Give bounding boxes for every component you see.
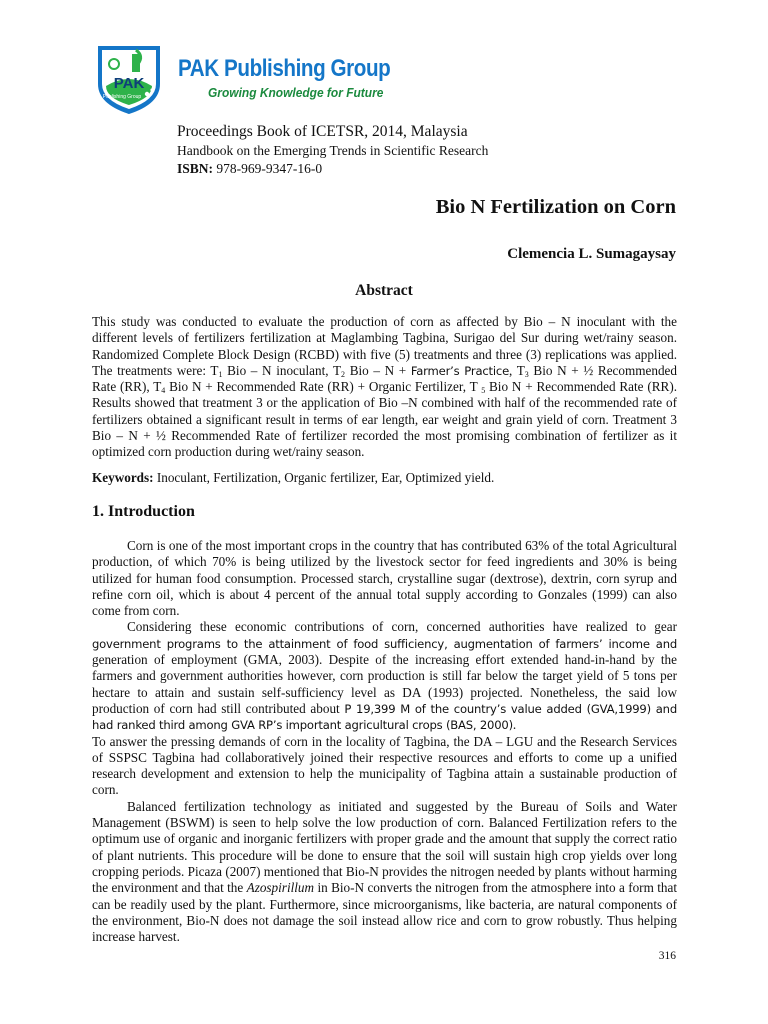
proceedings-title: Proceedings Book of ICETSR, 2014, Malaysia	[177, 123, 468, 140]
subscript: 4	[161, 386, 166, 396]
abstract-part: Bio – N +	[345, 362, 411, 378]
keywords-list: Inoculant, Fertilization, Organic fertilizer, Ear, Optimized yield.	[153, 470, 495, 485]
brand-tagline: Growing Knowledge for Future	[208, 85, 384, 100]
handbook-title: Handbook on the Emerging Trends in Scientific Research	[177, 143, 489, 158]
paragraph-part: P 19,399 M of the country’s value added (GVA,1999) and had ranked third among GVA RP’s important agricultural crops (BAS, 2000)	[92, 701, 677, 733]
subscript: 3	[524, 369, 529, 379]
isbn-label: ISBN:	[177, 161, 214, 176]
paragraph-part: Considering these economic contributions of corn, concerned authorities have realized to gear	[127, 619, 677, 635]
subscript: 1	[218, 369, 223, 379]
abstract-part: Bio N + Recommended Rate (RR) + Organic Fertilizer, T	[165, 379, 482, 395]
paper-title: Bio N Fertilization on Corn	[435, 196, 676, 218]
logo-sub-text: Publishing Group	[102, 94, 142, 100]
keywords-label: Keywords:	[92, 470, 154, 485]
paragraph-part: .	[512, 717, 517, 733]
subscript: 2	[341, 369, 346, 379]
paragraph: To answer the pressing demands of corn in the locality of Tagbina, the DA – LGU and the Research Services of SSPSC Tagbina had collaboratively joined their respective resources and efforts to come up a unified research development and extension to help the municipality of Tagbina attain a sustainable production of corn.	[92, 733, 677, 798]
paragraph-part: in Bio-N converts the nitrogen from the atmosphere into a form that can be readily used by the plant. Furthermore, since microorganisms, like bacteria, are natural components of the environment, Bio-N does not damage the soil instead allow rice and corn to grow robustly. Thus helping increase harvest.	[92, 880, 677, 945]
paragraph	[92, 619, 677, 733]
abstract-part: , T	[509, 362, 525, 378]
abstract-part: Bio – N inoculant, T	[222, 362, 342, 378]
brand-name: PAK Publishing Group	[178, 55, 391, 82]
abstract-heading: Abstract	[355, 282, 413, 299]
introduction-body	[92, 538, 677, 945]
subscript: 5	[481, 386, 486, 396]
logo-mark-text: PAK	[113, 75, 145, 92]
abstract-part: Bio N + Recommended Rate (RR). Results showed that treatment 3 or the application of Bio –N combined with half of the recommended rate of fertilizers obtained a significant result in terms of ear length, ear weight and grain yield of corn. Treatment 3 Bio – N + ½ Recommended Rate of fertilizer recorded the most promising combination of fertilizer as it optimized corn production during wet/rainy season.	[92, 379, 678, 460]
abstract-text	[92, 314, 677, 461]
abstract-part: Bio N + ½ Recommended Rate (RR), T	[92, 362, 677, 395]
paragraph: Corn is one of the most important crops in the country that has contributed 63% of the total Agricultural production, of which 70% is being utilized by the livestock sector for feed ingredients and 30% is being utilized for human food consumption. Processed starch, crystalline sugar (dextrose), dextrin, corn syrup and refine corn oil, which is about 4 percent of the annual total supply according to Gonzales (1999) can also come from corn.	[92, 538, 677, 619]
proceedings-header	[177, 122, 488, 177]
keywords-line	[92, 470, 677, 486]
paragraph-part: government programs to the attainment of food sufficiency, augmentation of farmers’ income and	[92, 636, 677, 651]
paragraph-part: Balanced fertilization technology as initiated and suggested by the Bureau of Soils and Water Management (BSWM) is seen to help solve the low production of corn. Balanced Fertilization refers to the optimum use of organic and inorganic fertilizers with proper grade and the amount that supply the correct ratio of plant nutrients. This procedure will be done to ensure that the soil will sustain high crop yields over long cropping periods. Picaza (2007) mentioned that Bio-N provides the nitrogen needed by plants without harming the environment and that the	[92, 798, 677, 896]
page-number: 316	[658, 950, 676, 962]
author-name: Clemencia L. Sumagaysay	[507, 246, 676, 262]
isbn-line	[177, 160, 488, 177]
abstract-part: This study was conducted to evaluate the production of corn as affected by Bio – N inoculant with the different levels of fertilizers fertilization at Maglambing Tagbina, Surigao del Sur during wet/rainy season. Randomized Complete Block Design (RCBD) with five (5) treatments and three (3) replications was applied. The treatments were: T	[92, 314, 677, 378]
pak-publishing-logo	[92, 42, 166, 116]
section-heading-introduction: 1. Introduction	[92, 503, 195, 520]
brand-block	[178, 56, 425, 100]
italic-term: Azospirillum	[246, 880, 315, 896]
abstract-part: Farmer’s Practice	[410, 363, 510, 378]
isbn-value: 978-969-9347-16-0	[216, 161, 323, 176]
paragraph-part: generation of employment (GMA, 2003). Despite of the increasing effort extended hand-in-hand by the farmers and government authorities however, corn production is still far below the target yield of 5 tons per hectare to attain and sustain self-sufficiency level as DA (1993) projected. Nonetheless, the said low production of corn had still contributed about	[92, 652, 677, 716]
paragraph	[92, 799, 677, 946]
